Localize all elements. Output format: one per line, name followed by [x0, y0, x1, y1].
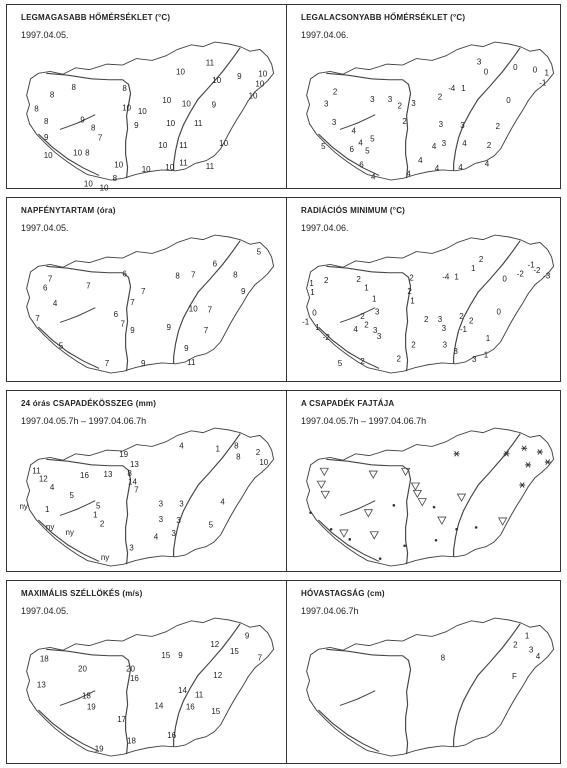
station-value: 5: [58, 341, 64, 351]
station-value: 18: [81, 691, 91, 701]
station-value: -2: [533, 266, 541, 275]
station-value: 14: [128, 477, 137, 487]
station-value: 9: [240, 287, 246, 297]
station-value: 3: [441, 323, 447, 333]
country-outline: [27, 235, 274, 373]
station-value: 2: [411, 340, 416, 350]
station-value: 3: [376, 332, 382, 342]
station-value: 4: [418, 155, 423, 165]
station-value: 2: [495, 121, 500, 131]
drava-river: [38, 710, 99, 751]
station-value: 14: [154, 701, 164, 711]
station-value: 10: [162, 96, 172, 105]
station-value: 1: [309, 278, 314, 288]
station-value: 1: [454, 272, 459, 282]
hungary-map: [287, 198, 560, 383]
station-value: 10: [219, 139, 229, 149]
station-value: 1: [410, 296, 415, 306]
station-value: 18: [39, 654, 49, 664]
panel-date: 1997.04.06.7h: [301, 606, 359, 616]
station-value: 2: [486, 141, 492, 151]
station-value: 4: [458, 163, 463, 173]
station-value: 4: [351, 126, 356, 136]
station-value: 1: [471, 264, 476, 274]
station-value: 6: [349, 144, 354, 154]
rain-dot-symbol: [309, 511, 312, 514]
station-value: 8: [91, 123, 96, 133]
station-value: 10: [114, 160, 124, 170]
rain-shower-symbol: [320, 468, 328, 475]
station-value: 7: [141, 287, 146, 297]
station-value: 3: [179, 499, 184, 509]
panel-title: 24 órás CSAPADÉKÖSSZEG (mm): [21, 399, 157, 408]
station-value: 4: [220, 497, 225, 507]
station-value: 3: [171, 528, 176, 538]
station-value: 3: [176, 516, 181, 526]
station-value: 11: [193, 119, 203, 128]
station-value: 8: [44, 117, 49, 127]
station-value: 18: [127, 736, 136, 746]
station-value: 4: [358, 138, 363, 148]
station-value: 11: [205, 162, 215, 172]
station-value: 9: [141, 358, 146, 368]
station-value: 3: [374, 307, 380, 317]
rain-dot-symbol: [475, 526, 478, 529]
panel-date: 1997.04.05.: [21, 30, 69, 40]
station-value: 13: [129, 459, 139, 469]
station-value: 3: [438, 119, 444, 129]
panel-min-temperature: [287, 5, 560, 188]
rain-shower-symbol: [457, 494, 465, 501]
station-value: 7: [130, 298, 135, 308]
station-value: 0: [532, 65, 538, 75]
station-value: 15: [229, 647, 239, 657]
station-value: 10: [166, 119, 176, 128]
station-value: 5: [95, 501, 101, 511]
station-value: 13: [103, 470, 113, 480]
station-value: 9: [134, 120, 139, 130]
rain-dot-symbol: [379, 557, 382, 560]
station-value: 3: [460, 120, 465, 130]
panel-title: LEGALACSONYABB HŐMÉRSÉKLET (°C): [301, 13, 466, 22]
station-value: 4: [484, 159, 490, 169]
station-value: 9: [178, 650, 183, 660]
station-value: 7: [97, 133, 103, 143]
station-value: 7: [120, 319, 125, 329]
station-value: 10: [83, 179, 93, 189]
station-value: 7: [203, 325, 209, 335]
lake-balaton: [60, 115, 95, 130]
station-value: 3: [528, 645, 534, 655]
station-value: 2: [364, 320, 369, 330]
station-value: 5: [365, 146, 370, 156]
station-value: 8: [127, 469, 132, 479]
station-value: 3: [442, 340, 448, 350]
station-value: 4: [353, 324, 358, 334]
station-value: 1: [315, 323, 320, 333]
station-value: 20: [78, 664, 87, 674]
station-value: 19: [94, 744, 104, 754]
station-value: 6: [113, 310, 119, 320]
station-value: 10: [122, 103, 132, 113]
station-value: 7: [104, 358, 110, 368]
rain-dot-symbol: [435, 539, 438, 542]
station-value: ny: [45, 522, 55, 532]
panel-sunshine-duration: [7, 198, 286, 381]
rain-shower-symbol: [411, 483, 419, 490]
station-value: 8: [71, 83, 76, 93]
tisza-river: [454, 434, 521, 557]
station-value: 9: [244, 631, 250, 641]
station-value: 3: [411, 98, 416, 108]
station-value: 19: [119, 449, 129, 459]
station-value: 12: [213, 671, 223, 681]
rain-shower-symbol: [317, 481, 325, 488]
tisza-river: [454, 48, 521, 171]
panel-max-wind-gust: [7, 581, 286, 763]
station-value: 9: [237, 72, 242, 82]
panel-snow-depth: [287, 581, 560, 763]
station-value: 7: [35, 313, 40, 323]
station-value: 16: [167, 730, 177, 740]
station-value: 5: [208, 520, 214, 530]
station-value: 8: [236, 452, 241, 462]
rain-dot-symbol: [348, 538, 351, 541]
station-value: 2: [360, 357, 365, 367]
hungary-map: [287, 581, 560, 765]
station-value: 9: [130, 325, 135, 335]
lake-balaton: [60, 501, 95, 516]
station-value: 6: [212, 259, 218, 269]
station-value: 1: [524, 631, 530, 641]
station-value: 10: [248, 91, 258, 101]
snow-symbol: [537, 449, 543, 454]
panel-date: 1997.04.05.: [21, 223, 69, 233]
station-value: 2: [360, 312, 365, 321]
station-value: 10: [258, 69, 268, 79]
station-value: 11: [179, 141, 188, 151]
hungary-map: [287, 5, 560, 190]
station-value: 10: [181, 99, 191, 109]
station-value: 4: [431, 142, 437, 151]
hungary-map: [287, 391, 560, 573]
map-row-4: [6, 580, 561, 764]
station-value: 0: [506, 96, 511, 105]
rain-shower-symbol: [370, 532, 378, 539]
rain-shower-symbol: [321, 491, 329, 498]
station-value: 4: [179, 441, 184, 451]
station-value: 14: [178, 685, 187, 695]
panel-title: NAPFÉNYTARTAM (óra): [21, 206, 116, 215]
station-value: 0: [502, 274, 507, 284]
station-value: 4: [371, 172, 376, 182]
station-value: 11: [194, 690, 204, 700]
station-value: 9: [211, 100, 217, 110]
rain-dot-symbol: [393, 504, 396, 507]
station-value: 1: [93, 510, 98, 520]
panel-precipitation-total: [7, 391, 286, 571]
rain-shower-symbol: [418, 499, 426, 506]
hungary-map: [7, 5, 286, 193]
panel-date: 1997.04.06.: [301, 223, 349, 233]
station-value: 10: [259, 458, 269, 468]
station-value: 15: [161, 650, 171, 660]
station-value: 9: [166, 323, 171, 333]
station-value: 9: [184, 344, 189, 354]
panel-title: HÓVASTAGSÁG (cm): [301, 589, 385, 598]
map-row-1: [6, 4, 561, 193]
panel-date: 1997.04.05.7h – 1997.04.06.7h: [21, 416, 147, 426]
station-value: 4: [49, 482, 55, 492]
station-value: -1: [459, 324, 468, 334]
station-value: 3: [387, 95, 393, 105]
country-outline: [307, 235, 554, 373]
station-value: 15: [211, 706, 221, 716]
station-value: 1: [544, 68, 549, 78]
panel-title: MAXIMÁLIS SZÉLLÖKÉS (m/s): [21, 589, 143, 598]
station-value: 5: [370, 134, 375, 144]
snow-symbol: [454, 451, 460, 456]
station-value: 2: [397, 101, 402, 111]
station-value: 3: [158, 499, 164, 509]
rain-shower-symbol: [340, 530, 348, 537]
station-value: 1: [44, 505, 50, 514]
station-value: 1: [461, 84, 466, 94]
station-value: 6: [43, 283, 48, 293]
station-value: -4: [442, 272, 450, 282]
panel-radiation-minimum: [287, 198, 560, 381]
drava-river: [38, 327, 99, 368]
station-value: 11: [205, 58, 215, 68]
station-value: 9: [80, 115, 85, 125]
rain-shower-symbol: [369, 471, 377, 478]
rain-dot-symbol: [330, 528, 333, 531]
station-value: 0: [513, 62, 518, 72]
station-value: 10: [188, 304, 198, 314]
rain-dot-symbol: [403, 545, 406, 548]
station-value: 1: [310, 288, 315, 298]
station-value: 10: [137, 107, 147, 117]
station-value: 2: [423, 314, 429, 324]
station-value: 1: [372, 294, 377, 304]
rain-shower-symbol: [413, 490, 421, 497]
snow-symbol: [521, 446, 527, 451]
station-value: 10: [141, 165, 151, 174]
station-value: 10: [212, 75, 222, 85]
station-value: 10: [99, 183, 109, 193]
station-value: -2: [516, 269, 524, 279]
station-value: 4: [434, 164, 440, 174]
station-value: 2: [255, 447, 261, 457]
snow-symbol: [519, 483, 525, 488]
station-value: 1: [215, 444, 220, 454]
panel-date: 1997.04.06.: [301, 30, 349, 40]
panel-precipitation-type: [287, 391, 560, 571]
station-value: 11: [187, 358, 196, 367]
station-value: 8: [49, 90, 55, 100]
station-value: 4: [535, 651, 541, 661]
station-value: 6: [359, 160, 364, 170]
rain-shower-symbol: [438, 517, 446, 524]
panel-title: LEGMAGASABB HŐMÉRSÉKLET (°C): [21, 13, 171, 22]
station-value: 20: [126, 664, 135, 674]
station-value: 4: [462, 139, 467, 149]
map-row-3: [6, 390, 561, 572]
danube-river: [326, 459, 410, 564]
station-value: 4: [153, 532, 159, 542]
station-value: 7: [191, 270, 196, 280]
station-value: 3: [441, 139, 447, 149]
rain-dot-symbol: [433, 506, 436, 509]
panel-title: RADIÁCIÓS MINIMUM (°C): [301, 206, 406, 215]
station-value: 4: [406, 169, 411, 179]
lake-balaton: [340, 115, 375, 130]
station-value: 6: [122, 269, 127, 279]
station-value: 8: [34, 104, 39, 114]
station-value: 8: [175, 271, 180, 281]
station-value: 8: [233, 270, 238, 280]
panel-date: 1997.04.05.: [21, 606, 69, 616]
station-value: 3: [331, 118, 337, 128]
station-value: 5: [337, 358, 343, 368]
station-value: 3: [158, 515, 164, 525]
station-value: 2: [99, 519, 105, 529]
lake-balaton: [340, 691, 375, 706]
panel-title: A CSAPADÉK FAJTÁJA: [301, 399, 395, 408]
panel-date: 1997.04.05.7h – 1997.04.06.7h: [301, 416, 427, 426]
country-outline: [27, 42, 274, 180]
station-value: 3: [471, 355, 477, 365]
tisza-river: [454, 241, 521, 364]
station-value: 8: [234, 441, 239, 451]
station-value: 19: [86, 702, 96, 712]
station-value: 7: [257, 653, 263, 663]
country-outline: [307, 428, 554, 566]
station-value: 3: [437, 314, 443, 324]
station-value: 0: [312, 308, 317, 318]
station-value: 7: [207, 305, 213, 315]
station-value: 3: [476, 57, 482, 67]
station-value: 13: [36, 680, 46, 690]
station-value: 7: [134, 485, 139, 495]
station-value: 0: [496, 307, 501, 317]
station-value: ny: [65, 528, 74, 537]
station-value: -3: [543, 271, 551, 281]
station-value: 7: [47, 274, 53, 284]
station-value: 12: [210, 639, 220, 649]
station-value: 17: [117, 715, 127, 725]
rain-dot-symbol: [455, 528, 458, 531]
station-value: 16: [80, 470, 89, 480]
panel-max-temperature: [7, 5, 286, 193]
station-value: 3: [453, 346, 458, 356]
station-value: 3: [129, 543, 134, 553]
station-value: 16: [129, 673, 139, 683]
station-value: 2: [409, 273, 414, 283]
station-value: 4: [52, 299, 58, 309]
station-value: ny: [19, 502, 28, 512]
station-value: 2: [469, 316, 474, 326]
map-row-2: [6, 197, 561, 382]
station-value: 16: [185, 702, 195, 712]
station-value: -2: [322, 333, 330, 343]
station-value: 2: [402, 117, 407, 127]
drava-river: [318, 710, 379, 751]
station-value: 2: [437, 92, 443, 102]
station-value: 2: [324, 276, 329, 286]
station-value: 10: [255, 79, 265, 89]
station-value: 2: [407, 287, 412, 297]
station-value: 10: [158, 141, 168, 151]
station-value: 5: [256, 247, 262, 257]
station-value: 5: [321, 142, 326, 151]
station-value: ny: [100, 552, 110, 562]
station-value: 1: [483, 350, 489, 360]
drava-river: [318, 520, 379, 561]
station-value: 3: [324, 99, 329, 109]
country-outline: [27, 618, 274, 756]
station-value: -4: [448, 84, 456, 94]
station-value: 8: [85, 148, 90, 158]
tisza-river: [174, 434, 241, 557]
station-value: 3: [373, 325, 378, 335]
station-value: 10: [43, 151, 53, 161]
hungary-map: [7, 198, 286, 383]
hungary-map: [7, 581, 286, 765]
station-value: 2: [459, 312, 464, 321]
station-value: 2: [478, 254, 484, 264]
station-value: 0: [483, 67, 489, 77]
station-value: 11: [32, 466, 41, 476]
danube-river: [326, 73, 410, 178]
snow-symbol: [525, 462, 531, 467]
station-value: 2: [356, 275, 361, 285]
station-value: 5: [69, 491, 74, 501]
station-value: -1: [539, 78, 547, 88]
station-value: 9: [44, 132, 49, 142]
country-outline: [307, 618, 554, 756]
lake-balaton: [60, 308, 95, 323]
station-value: 2: [513, 640, 518, 650]
station-value: 10: [176, 67, 185, 77]
station-value: 1: [364, 283, 369, 293]
danube-river: [326, 649, 410, 754]
station-value: 3: [370, 95, 375, 105]
station-value: 12: [38, 474, 48, 484]
station-value: 11: [179, 158, 188, 168]
station-value: 2: [332, 87, 338, 97]
station-value: -1: [527, 260, 535, 270]
station-value: F: [511, 672, 517, 681]
station-value: 8: [112, 174, 118, 184]
station-value: 8: [440, 653, 446, 663]
rain-shower-symbol: [499, 518, 507, 525]
hungary-map: [7, 391, 286, 573]
station-value: 10: [73, 148, 83, 158]
station-value: 1: [485, 334, 491, 344]
station-value: -1: [302, 317, 310, 327]
station-value: 2: [396, 354, 401, 364]
lake-balaton: [340, 308, 375, 323]
station-value: 7: [86, 281, 91, 291]
station-value: 10: [165, 163, 175, 173]
station-value: 8: [122, 84, 127, 94]
rain-shower-symbol: [364, 510, 372, 517]
tisza-river: [454, 624, 521, 747]
